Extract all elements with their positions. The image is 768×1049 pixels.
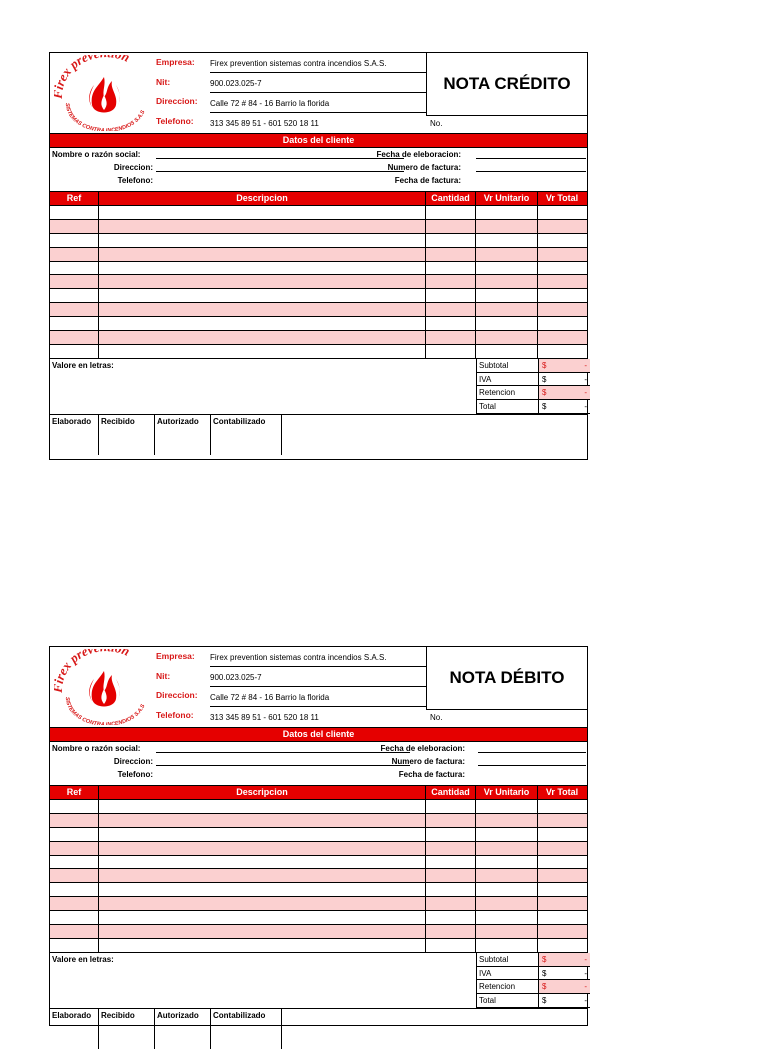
- cantidad-cell[interactable]: [426, 828, 476, 841]
- currency-symbol: $: [542, 968, 547, 978]
- vr-total-cell[interactable]: [538, 234, 586, 247]
- valores-letras-label: Valore en letras:: [52, 954, 114, 964]
- currency-symbol: $: [542, 402, 547, 412]
- descripcion-cell[interactable]: [99, 939, 426, 952]
- sig-elaborado[interactable]: Elaborado: [50, 1009, 99, 1049]
- telefono-client-label: Telefono:: [117, 770, 153, 779]
- vr-total-cell[interactable]: [538, 317, 586, 330]
- ref-cell[interactable]: [50, 317, 99, 330]
- fecha-elaboracion-label: Fecha de eleboracion:: [380, 744, 465, 753]
- document-number-label: No.: [430, 119, 443, 128]
- sig-contabilizado[interactable]: Contabilizado: [211, 1009, 282, 1049]
- document-number-label: No.: [430, 713, 443, 722]
- vr-total-cell[interactable]: [538, 262, 586, 275]
- fecha-factura-label: Fecha de factura:: [398, 770, 465, 779]
- vr-total-cell[interactable]: [538, 206, 586, 219]
- totals-label: IVA: [477, 373, 539, 386]
- totals-row: [477, 400, 590, 414]
- vr-unitario-cell[interactable]: [476, 869, 538, 882]
- signature-row: [50, 414, 587, 455]
- vr-unitario-cell[interactable]: [476, 939, 538, 952]
- table-row: [50, 233, 587, 247]
- vr-total-cell[interactable]: [538, 303, 586, 316]
- ref-cell[interactable]: [50, 883, 99, 896]
- cantidad-cell[interactable]: [426, 897, 476, 910]
- cantidad-cell[interactable]: [426, 206, 476, 219]
- cantidad-cell[interactable]: [426, 911, 476, 924]
- descripcion-cell[interactable]: [99, 856, 426, 869]
- vr-unitario-header: Vr Unitario: [476, 192, 538, 205]
- ref-cell[interactable]: [50, 814, 99, 827]
- vr-unitario-cell[interactable]: [476, 331, 538, 344]
- vr-total-cell[interactable]: [538, 939, 586, 952]
- vr-total-cell[interactable]: [538, 248, 586, 261]
- sig-recibido[interactable]: Recibido: [99, 1009, 155, 1049]
- totals-label: Total: [477, 994, 539, 1007]
- vr-unitario-cell[interactable]: [476, 883, 538, 896]
- svg-text:Firex prevention: ex prev n: [54, 649, 132, 678]
- form-header: [50, 53, 587, 134]
- vr-total-cell[interactable]: [538, 911, 586, 924]
- nombre-label: Nombre o razón social:: [52, 150, 141, 159]
- table-row: [50, 855, 587, 869]
- descripcion-cell[interactable]: [99, 220, 426, 233]
- amount: -: [584, 954, 587, 964]
- cantidad-cell[interactable]: [426, 883, 476, 896]
- fecha-factura-label: Fecha de factura:: [394, 176, 461, 185]
- totals-row: [477, 980, 590, 994]
- vr-unitario-cell[interactable]: [476, 828, 538, 841]
- amount: -: [584, 968, 587, 978]
- table-row: [50, 316, 587, 330]
- currency-symbol: $: [542, 996, 547, 1006]
- totals-value: [539, 980, 590, 993]
- telefono-label: Telefono:: [156, 115, 194, 126]
- vr-total-cell[interactable]: [538, 275, 586, 288]
- amount: -: [584, 360, 587, 370]
- vr-unitario-cell[interactable]: [476, 289, 538, 302]
- totals-section: [50, 952, 587, 1008]
- totals-row: [477, 953, 590, 967]
- vr-unitario-cell[interactable]: [476, 925, 538, 938]
- cantidad-cell[interactable]: [426, 814, 476, 827]
- vr-total-cell[interactable]: [538, 814, 586, 827]
- valores-letras-label: Valore en letras:: [52, 360, 114, 370]
- vr-total-header: Vr Total: [545, 193, 579, 203]
- table-row: [50, 205, 587, 219]
- cantidad-cell[interactable]: [426, 842, 476, 855]
- vr-unitario-cell[interactable]: [476, 206, 538, 219]
- descripcion-cell[interactable]: [99, 869, 426, 882]
- numero-factura-label: Numero de factura:: [391, 757, 465, 766]
- ref-cell[interactable]: [50, 248, 99, 261]
- vr-total-cell[interactable]: [538, 869, 586, 882]
- cantidad-cell[interactable]: [426, 289, 476, 302]
- descripcion-cell[interactable]: [99, 345, 426, 358]
- currency-symbol: $: [542, 954, 547, 964]
- ref-cell[interactable]: [50, 345, 99, 358]
- client-section-title: Datos del cliente: [50, 728, 587, 741]
- sig-contabilizado[interactable]: Contabilizado: [211, 415, 282, 455]
- descripcion-cell[interactable]: [99, 842, 426, 855]
- sig-recibido[interactable]: Recibido: [99, 415, 155, 455]
- vr-unitario-cell[interactable]: [476, 317, 538, 330]
- direccion-client-label: Direccion:: [113, 757, 153, 766]
- cantidad-cell[interactable]: [426, 220, 476, 233]
- descripcion-cell[interactable]: [99, 331, 426, 344]
- vr-total-cell[interactable]: [538, 828, 586, 841]
- ref-cell[interactable]: [50, 925, 99, 938]
- company-info-labels: [156, 649, 206, 727]
- totals-table: [476, 953, 590, 1008]
- table-row: [50, 938, 587, 952]
- table-row: [50, 868, 587, 882]
- amount: -: [584, 982, 587, 992]
- descripcion-cell[interactable]: [99, 262, 426, 275]
- cantidad-header: Cantidad: [426, 192, 476, 205]
- vr-unitario-cell[interactable]: [476, 911, 538, 924]
- descripcion-cell[interactable]: [99, 925, 426, 938]
- cantidad-cell[interactable]: [426, 345, 476, 358]
- vr-total-cell[interactable]: [538, 220, 586, 233]
- fecha-elaboracion-field[interactable]: [478, 752, 586, 753]
- currency-symbol: $: [542, 374, 547, 384]
- cantidad-cell[interactable]: [426, 303, 476, 316]
- cantidad-cell[interactable]: [426, 317, 476, 330]
- company-info-labels: [156, 55, 206, 133]
- table-row: [50, 219, 587, 233]
- ref-cell[interactable]: [50, 220, 99, 233]
- totals-table: [476, 359, 590, 414]
- table-row: [50, 910, 587, 924]
- totals-label: Subtotal: [477, 359, 539, 372]
- totals-label: Retencion: [477, 980, 539, 993]
- nombre-label: Nombre o razón social:: [52, 744, 141, 753]
- table-row: [50, 841, 587, 855]
- direccion-field[interactable]: [156, 765, 410, 766]
- vr-unitario-cell[interactable]: [476, 275, 538, 288]
- totals-value: [539, 359, 590, 372]
- company-logo: [54, 55, 154, 131]
- vr-unitario-cell[interactable]: [476, 234, 538, 247]
- vr-total-cell[interactable]: [538, 842, 586, 855]
- direccion-label: Direccion:: [156, 690, 198, 700]
- empresa-value: Firex prevention sistemas contra incendios S.A.S.: [210, 647, 426, 667]
- ref-header: Ref: [50, 192, 99, 205]
- vr-unitario-cell[interactable]: [476, 814, 538, 827]
- totals-value: [539, 953, 590, 966]
- descripcion-header: Descripcion: [99, 192, 426, 205]
- amount: -: [584, 374, 587, 384]
- company-info-values: [210, 53, 426, 132]
- document-title: NOTA DÉBITO: [426, 647, 587, 710]
- direccion-field[interactable]: [156, 171, 404, 172]
- sig-blank: [282, 1009, 587, 1049]
- descripcion-cell[interactable]: [99, 317, 426, 330]
- vr-unitario-cell[interactable]: [476, 303, 538, 316]
- totals-value: [539, 994, 590, 1007]
- numero-factura-field[interactable]: [476, 171, 586, 172]
- vr-total-cell[interactable]: [538, 331, 586, 344]
- client-section: [50, 741, 587, 785]
- totals-label: Total: [477, 400, 539, 413]
- descripcion-cell[interactable]: [99, 814, 426, 827]
- descripcion-cell[interactable]: [99, 248, 426, 261]
- cantidad-cell[interactable]: [426, 925, 476, 938]
- totals-value: [539, 967, 590, 980]
- ref-cell[interactable]: [50, 331, 99, 344]
- empresa-label: Empresa:: [156, 651, 195, 661]
- ref-cell[interactable]: [50, 842, 99, 855]
- nit-value: 900.023.025-7: [210, 73, 426, 93]
- direccion-value: Calle 72 # 84 - 16 Barrio la florida: [210, 93, 426, 113]
- cantidad-cell[interactable]: [426, 939, 476, 952]
- totals-label: Retencion: [477, 386, 539, 399]
- cantidad-cell[interactable]: [426, 262, 476, 275]
- nit-label: Nit:: [156, 76, 171, 87]
- table-row: [50, 799, 587, 813]
- totals-row: [477, 373, 590, 387]
- ref-header: Ref: [50, 786, 99, 799]
- vr-unitario-cell[interactable]: [476, 842, 538, 855]
- svg-text:SISTEMAS CONTRA INCENDIOS S.A.: SISTEMAS CONTRA NCENDIOS S.A.S: [63, 696, 147, 725]
- table-row: [50, 882, 587, 896]
- totals-value: [539, 400, 590, 413]
- sig-autorizado[interactable]: Autorizado: [155, 1009, 211, 1049]
- vr-total-cell[interactable]: [538, 897, 586, 910]
- nit-label: Nit:: [156, 670, 171, 681]
- ref-cell[interactable]: [50, 303, 99, 316]
- descripcion-cell[interactable]: [99, 911, 426, 924]
- descripcion-cell[interactable]: [99, 828, 426, 841]
- numero-factura-label: Numero de factura:: [387, 163, 461, 172]
- table-row: [50, 813, 587, 827]
- numero-factura-field[interactable]: [478, 765, 586, 766]
- fecha-elaboracion-label: Fecha de eleboracion:: [376, 150, 461, 159]
- vr-total-cell[interactable]: [538, 856, 586, 869]
- nit-value: 900.023.025-7: [210, 667, 426, 687]
- cantidad-cell[interactable]: [426, 234, 476, 247]
- currency-symbol: $: [542, 982, 547, 992]
- descripcion-cell[interactable]: [99, 800, 426, 813]
- svg-text:SISTEMAS CONTRA INCENDIOS S.A.: SISTEMAS CONTRA NCENDIOS S.A.S: [63, 102, 147, 131]
- items-table-body: [50, 205, 587, 358]
- items-table-header: [50, 191, 587, 205]
- ref-cell[interactable]: [50, 275, 99, 288]
- telefono-value: 313 345 89 51 - 601 520 18 11: [210, 713, 319, 722]
- vr-total-header: Vr Total: [545, 787, 579, 797]
- table-row: [50, 330, 587, 344]
- vr-unitario-cell[interactable]: [476, 220, 538, 233]
- ref-cell[interactable]: [50, 262, 99, 275]
- table-row: [50, 274, 587, 288]
- sig-blank: [282, 415, 587, 455]
- telefono-label: Telefono:: [156, 709, 194, 720]
- vr-total-cell[interactable]: [538, 883, 586, 896]
- vr-total-cell[interactable]: [538, 289, 586, 302]
- direccion-value: Calle 72 # 84 - 16 Barrio la florida: [210, 687, 426, 707]
- document-title: NOTA CRÉDITO: [426, 53, 587, 116]
- ref-cell[interactable]: [50, 897, 99, 910]
- currency-symbol: $: [542, 360, 547, 370]
- cantidad-cell[interactable]: [426, 248, 476, 261]
- sig-autorizado[interactable]: Autorizado: [155, 415, 211, 455]
- cantidad-cell[interactable]: [426, 869, 476, 882]
- ref-cell[interactable]: [50, 234, 99, 247]
- vr-unitario-cell[interactable]: [476, 800, 538, 813]
- amount: -: [584, 388, 587, 398]
- fecha-elaboracion-field[interactable]: [476, 158, 586, 159]
- vr-total-cell[interactable]: [538, 925, 586, 938]
- descripcion-cell[interactable]: [99, 303, 426, 316]
- cantidad-cell[interactable]: [426, 331, 476, 344]
- ref-cell[interactable]: [50, 206, 99, 219]
- descripcion-cell[interactable]: [99, 289, 426, 302]
- ref-cell[interactable]: [50, 939, 99, 952]
- table-row: [50, 288, 587, 302]
- sig-elaborado[interactable]: Elaborado: [50, 415, 99, 455]
- items-table-body: [50, 799, 587, 952]
- debit-note-form: [49, 646, 588, 1026]
- telefono-client-label: Telefono:: [117, 176, 153, 185]
- table-row: [50, 896, 587, 910]
- descripcion-cell[interactable]: [99, 883, 426, 896]
- table-row: [50, 247, 587, 261]
- cantidad-cell[interactable]: [426, 856, 476, 869]
- ref-cell[interactable]: [50, 856, 99, 869]
- vr-unitario-header: Vr Unitario: [476, 786, 538, 799]
- vr-total-cell[interactable]: [538, 800, 586, 813]
- cantidad-cell[interactable]: [426, 275, 476, 288]
- descripcion-cell[interactable]: [99, 275, 426, 288]
- company-logo: [54, 649, 154, 725]
- totals-section: [50, 358, 587, 414]
- ref-cell[interactable]: [50, 828, 99, 841]
- vr-unitario-cell[interactable]: [476, 345, 538, 358]
- descripcion-cell[interactable]: [99, 206, 426, 219]
- direccion-label: Direccion:: [156, 96, 198, 106]
- totals-row: [477, 967, 590, 981]
- form-header: [50, 647, 587, 728]
- totals-row: [477, 386, 590, 400]
- descripcion-cell[interactable]: [99, 897, 426, 910]
- cantidad-header: Cantidad: [426, 786, 476, 799]
- empresa-label: Empresa:: [156, 57, 195, 67]
- client-section-title: Datos del cliente: [50, 134, 587, 147]
- totals-label: IVA: [477, 967, 539, 980]
- amount: -: [584, 402, 587, 412]
- descripcion-cell[interactable]: [99, 234, 426, 247]
- nombre-field[interactable]: [156, 158, 404, 159]
- table-row: [50, 302, 587, 316]
- table-row: [50, 924, 587, 938]
- amount: -: [584, 996, 587, 1006]
- vr-unitario-cell[interactable]: [476, 262, 538, 275]
- ref-cell[interactable]: [50, 869, 99, 882]
- signature-row: [50, 1008, 587, 1049]
- table-row: [50, 261, 587, 275]
- items-table-header: [50, 785, 587, 799]
- ref-cell[interactable]: [50, 800, 99, 813]
- vr-total-cell[interactable]: [538, 345, 586, 358]
- client-section: [50, 147, 587, 191]
- svg-text:Firex prevention: ex prev n: [54, 55, 132, 84]
- telefono-value: 313 345 89 51 - 601 520 18 11: [210, 119, 319, 128]
- vr-unitario-cell[interactable]: [476, 248, 538, 261]
- descripcion-header: Descripcion: [99, 786, 426, 799]
- totals-row: [477, 359, 590, 373]
- currency-symbol: $: [542, 388, 547, 398]
- totals-value: [539, 386, 590, 399]
- ref-cell[interactable]: [50, 289, 99, 302]
- totals-row: [477, 994, 590, 1008]
- vr-unitario-cell[interactable]: [476, 856, 538, 869]
- ref-cell[interactable]: [50, 911, 99, 924]
- direccion-client-label: Direccion:: [113, 163, 153, 172]
- cantidad-cell[interactable]: [426, 800, 476, 813]
- credit-note-form: [49, 52, 588, 460]
- totals-label: Subtotal: [477, 953, 539, 966]
- nombre-field[interactable]: [156, 752, 410, 753]
- vr-unitario-cell[interactable]: [476, 897, 538, 910]
- company-info-values: [210, 647, 426, 726]
- totals-value: [539, 373, 590, 386]
- empresa-value: Firex prevention sistemas contra incendios S.A.S.: [210, 53, 426, 73]
- table-row: [50, 344, 587, 358]
- table-row: [50, 827, 587, 841]
